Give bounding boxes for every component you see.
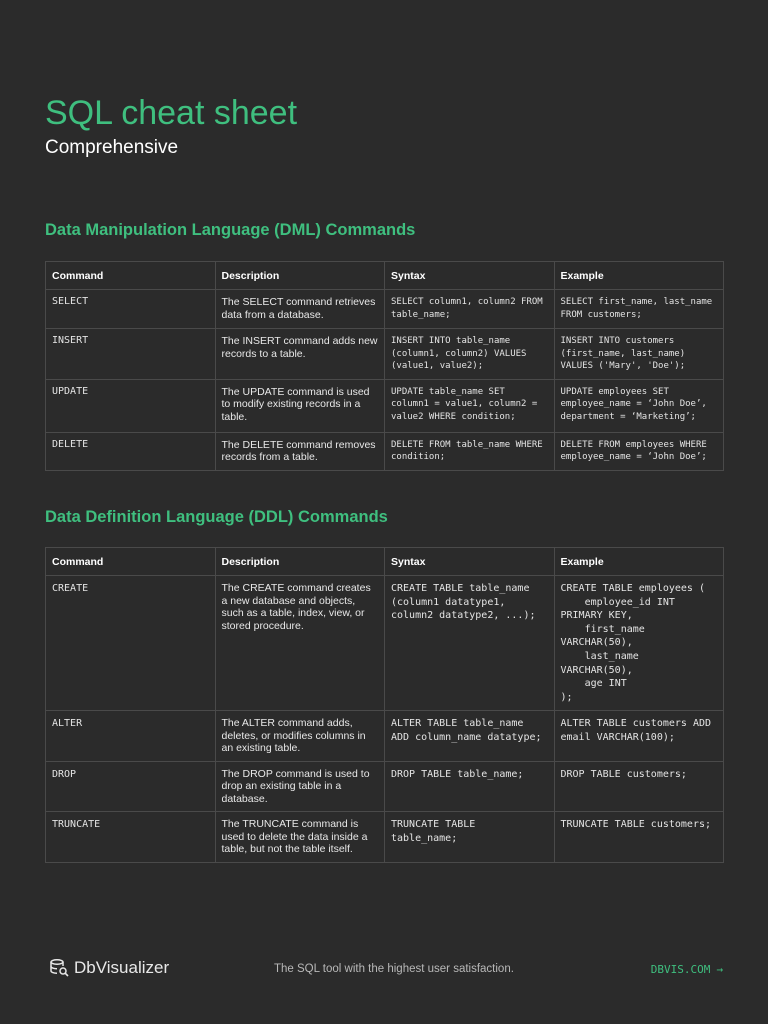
syntax-cell: ALTER TABLE table_name ADD column_name datatype; [385,711,555,762]
syntax-cell: TRUNCATE TABLE table_name; [385,812,555,863]
footer-tagline: The SQL tool with the highest user satisfaction. [274,963,514,975]
table-header-row [46,262,724,290]
syntax-cell: DROP TABLE table_name; [385,761,555,812]
syntax-cell: SELECT column1, column2 FROM table_name; [385,290,555,329]
dbvisualizer-logo [49,958,169,978]
command-cell: DELETE [46,432,216,470]
command-cell: DROP [46,761,216,812]
example-cell: INSERT INTO customers (first_name, last_name) VALUES ('Mary', 'Doe'); [554,329,724,380]
table-row [46,576,724,711]
table-row [46,432,724,470]
page-title: SQL cheat sheet [45,94,298,132]
command-cell: SELECT [46,290,216,329]
description-cell: The DELETE command removes records from a table. [215,432,385,470]
page-subtitle: Comprehensive [45,137,179,158]
example-cell: UPDATE employees SET employee_name = ‘John Doe’, department = ‘Marketing’; [554,379,724,432]
description-cell: The UPDATE command is used to modify existing records in a table. [215,379,385,432]
command-cell: TRUNCATE [46,812,216,863]
table-row [46,329,724,380]
example-cell: DROP TABLE customers; [554,761,724,812]
footer [45,958,723,982]
column-header-example: Example [554,262,724,290]
arrow-right-icon: → [716,963,723,976]
command-cell: UPDATE [46,379,216,432]
description-cell: The CREATE command creates a new database and objects, such as a table, index, view, or stored procedure. [215,576,385,711]
syntax-cell: DELETE FROM table_name WHERE condition; [385,432,555,470]
command-cell: INSERT [46,329,216,380]
column-header-description: Description [215,262,385,290]
description-cell: The INSERT command adds new records to a table. [215,329,385,380]
ddl-commands-table [45,547,724,863]
example-cell: SELECT first_name, last_name FROM customers; [554,290,724,329]
table-row [46,761,724,812]
column-header-command: Command [46,548,216,576]
example-cell: ALTER TABLE customers ADD email VARCHAR(100); [554,711,724,762]
example-cell: TRUNCATE TABLE customers; [554,812,724,863]
dml-commands-table [45,261,724,471]
table-row [46,379,724,432]
database-search-icon [49,958,69,978]
description-cell: The DROP command is used to drop an existing table in a database. [215,761,385,812]
website-link-label: DBVIS.COM [650,963,711,976]
syntax-cell: INSERT INTO table_name (column1, column2) VALUES (value1, value2); [385,329,555,380]
website-link[interactable] [651,963,723,976]
column-header-syntax: Syntax [385,548,555,576]
column-header-command: Command [46,262,216,290]
example-cell: DELETE FROM employees WHERE employee_name = ‘John Doe’; [554,432,724,470]
command-cell: ALTER [46,711,216,762]
column-header-example: Example [554,548,724,576]
description-cell: The ALTER command adds, deletes, or modifies columns in an existing table. [215,711,385,762]
description-cell: The SELECT command retrieves data from a database. [215,290,385,329]
ddl-section-heading: Data Definition Language (DDL) Commands [45,508,388,526]
command-cell: CREATE [46,576,216,711]
example-cell: CREATE TABLE employees ( employee_id INT PRIMARY KEY, first_name VARCHAR(50), last_name VARCHAR(50), age INT ); [554,576,724,711]
logo-text: DbVisualizer [74,958,170,977]
syntax-cell: CREATE TABLE table_name (column1 datatype1, column2 datatype2, ...); [385,576,555,711]
syntax-cell: UPDATE table_name SET column1 = value1, column2 = value2 WHERE condition; [385,379,555,432]
table-row [46,290,724,329]
column-header-description: Description [215,548,385,576]
description-cell: The TRUNCATE command is used to delete the data inside a table, but not the table itself. [215,812,385,863]
dml-section-heading: Data Manipulation Language (DML) Commands [45,221,416,239]
column-header-syntax: Syntax [385,262,555,290]
table-row [46,711,724,762]
table-row [46,812,724,863]
table-header-row [46,548,724,576]
